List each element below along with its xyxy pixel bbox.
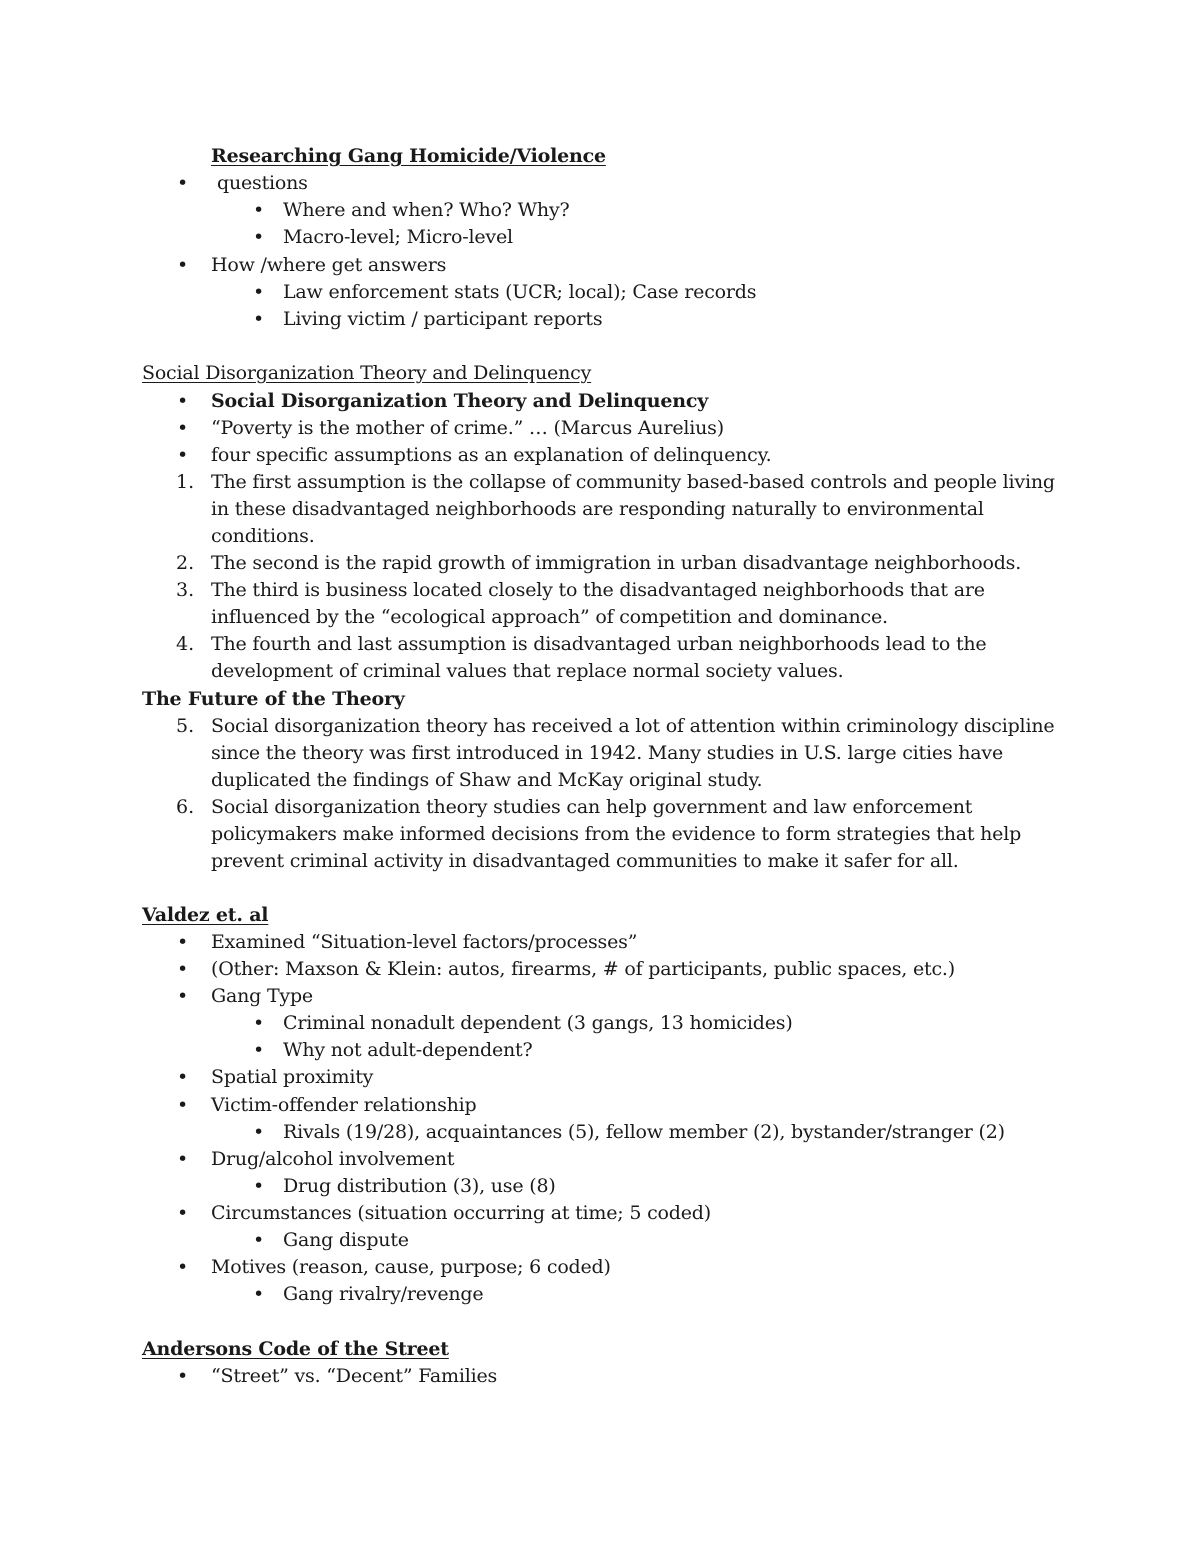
list-item: Where and when? Who? Why? <box>283 199 570 221</box>
bullet-marker: • <box>177 1066 189 1088</box>
list-item: Circumstances (situation occurring at time; 5 coded) <box>211 1202 711 1224</box>
bullet-marker: • <box>253 1012 265 1034</box>
number-marker: 1. <box>176 471 195 493</box>
list-item: Social Disorganization Theory and Delinquency <box>211 390 709 412</box>
section-title-research: Researching Gang Homicide/Violence <box>211 145 606 167</box>
list-item: Rivals (19/28), acquaintances (5), fellow member (2), bystander/stranger (2) <box>283 1121 1005 1143</box>
numbered-item-line: since the theory was first introduced in 1942. Many studies in U.S. large cities have <box>211 742 1004 764</box>
bullet-marker: • <box>253 1283 265 1305</box>
bullet-marker: • <box>253 226 265 248</box>
number-marker: 2. <box>176 552 195 574</box>
bullet-marker: • <box>177 417 189 439</box>
list-item: How /where get answers <box>211 254 447 276</box>
number-marker: 5. <box>176 715 195 737</box>
bullet-marker: • <box>177 931 189 953</box>
section-title-sdt: Social Disorganization Theory and Delinquency <box>142 362 592 384</box>
list-item: Spatial proximity <box>211 1066 374 1088</box>
bullet-marker: • <box>253 1229 265 1251</box>
list-item: Drug/alcohol involvement <box>211 1148 455 1170</box>
list-item: Why not adult-dependent? <box>283 1039 533 1061</box>
list-item: Drug distribution (3), use (8) <box>283 1175 556 1197</box>
bullet-marker: • <box>177 958 189 980</box>
section-title-valdez: Valdez et. al <box>142 904 269 926</box>
bullet-marker: • <box>177 390 189 412</box>
bullet-marker: • <box>253 308 265 330</box>
bullet-marker: • <box>253 199 265 221</box>
numbered-item-line: conditions. <box>211 525 315 547</box>
list-item: Law enforcement stats (UCR; local); Case records <box>283 281 757 303</box>
bullet-marker: • <box>253 281 265 303</box>
bullet-marker: • <box>177 985 189 1007</box>
list-item: “Poverty is the mother of crime.” … (Marcus Aurelius) <box>211 417 724 439</box>
bullet-marker: • <box>177 444 189 466</box>
numbered-item-line: duplicated the findings of Shaw and McKay original study. <box>211 769 763 791</box>
number-marker: 6. <box>176 796 195 818</box>
numbered-item-line: in these disadvantaged neighborhoods are responding naturally to environmental <box>211 498 984 520</box>
list-item: Victim-offender relationship <box>211 1094 477 1116</box>
list-item: “Street” vs. “Decent” Families <box>211 1365 498 1387</box>
list-item: (Other: Maxson & Klein: autos, firearms, # of participants, public spaces, etc.) <box>211 958 955 980</box>
list-item: Motives (reason, cause, purpose; 6 coded) <box>211 1256 611 1278</box>
numbered-item-line: The fourth and last assumption is disadvantaged urban neighborhoods lead to the <box>211 633 987 655</box>
bullet-marker: • <box>177 1202 189 1224</box>
list-item: Gang Type <box>211 985 313 1007</box>
numbered-item-line: prevent criminal activity in disadvantaged communities to make it safer for all. <box>211 850 959 872</box>
number-marker: 4. <box>176 633 195 655</box>
numbered-item-line: influenced by the “ecological approach” of competition and dominance. <box>211 606 888 628</box>
numbered-item-line: The third is business located closely to the disadvantaged neighborhoods that are <box>211 579 985 601</box>
bullet-marker: • <box>177 1094 189 1116</box>
numbered-item-line: The first assumption is the collapse of community based-based controls and people living <box>211 471 1055 493</box>
numbered-item-line: The second is the rapid growth of immigration in urban disadvantage neighborhoods. <box>211 552 1022 574</box>
list-item: Living victim / participant reports <box>283 308 603 330</box>
list-item: Macro-level; Micro-level <box>283 226 513 248</box>
list-item: Examined “Situation-level factors/processes” <box>211 931 638 953</box>
list-item: Gang dispute <box>283 1229 409 1251</box>
section-title-future: The Future of the Theory <box>142 688 405 710</box>
bullet-marker: • <box>177 1365 189 1387</box>
bullet-marker: • <box>177 172 189 194</box>
bullet-marker: • <box>177 1148 189 1170</box>
list-item: four specific assumptions as an explanation of delinquency. <box>211 444 772 466</box>
section-title-anderson: Andersons Code of the Street <box>142 1338 449 1360</box>
numbered-item-line: development of criminal values that replace normal society values. <box>211 660 844 682</box>
numbered-item-line: Social disorganization theory has received a lot of attention within criminology discipline <box>211 715 1055 737</box>
numbered-item-line: Social disorganization theory studies can help government and law enforcement <box>211 796 973 818</box>
list-item: Criminal nonadult dependent (3 gangs, 13 homicides) <box>283 1012 793 1034</box>
numbered-item-line: policymakers make informed decisions from the evidence to form strategies that help <box>211 823 1022 845</box>
bullet-marker: • <box>253 1175 265 1197</box>
bullet-marker: • <box>177 1256 189 1278</box>
list-item: questions <box>217 172 308 194</box>
bullet-marker: • <box>177 254 189 276</box>
bullet-marker: • <box>253 1039 265 1061</box>
bullet-marker: • <box>253 1121 265 1143</box>
number-marker: 3. <box>176 579 195 601</box>
list-item: Gang rivalry/revenge <box>283 1283 484 1305</box>
